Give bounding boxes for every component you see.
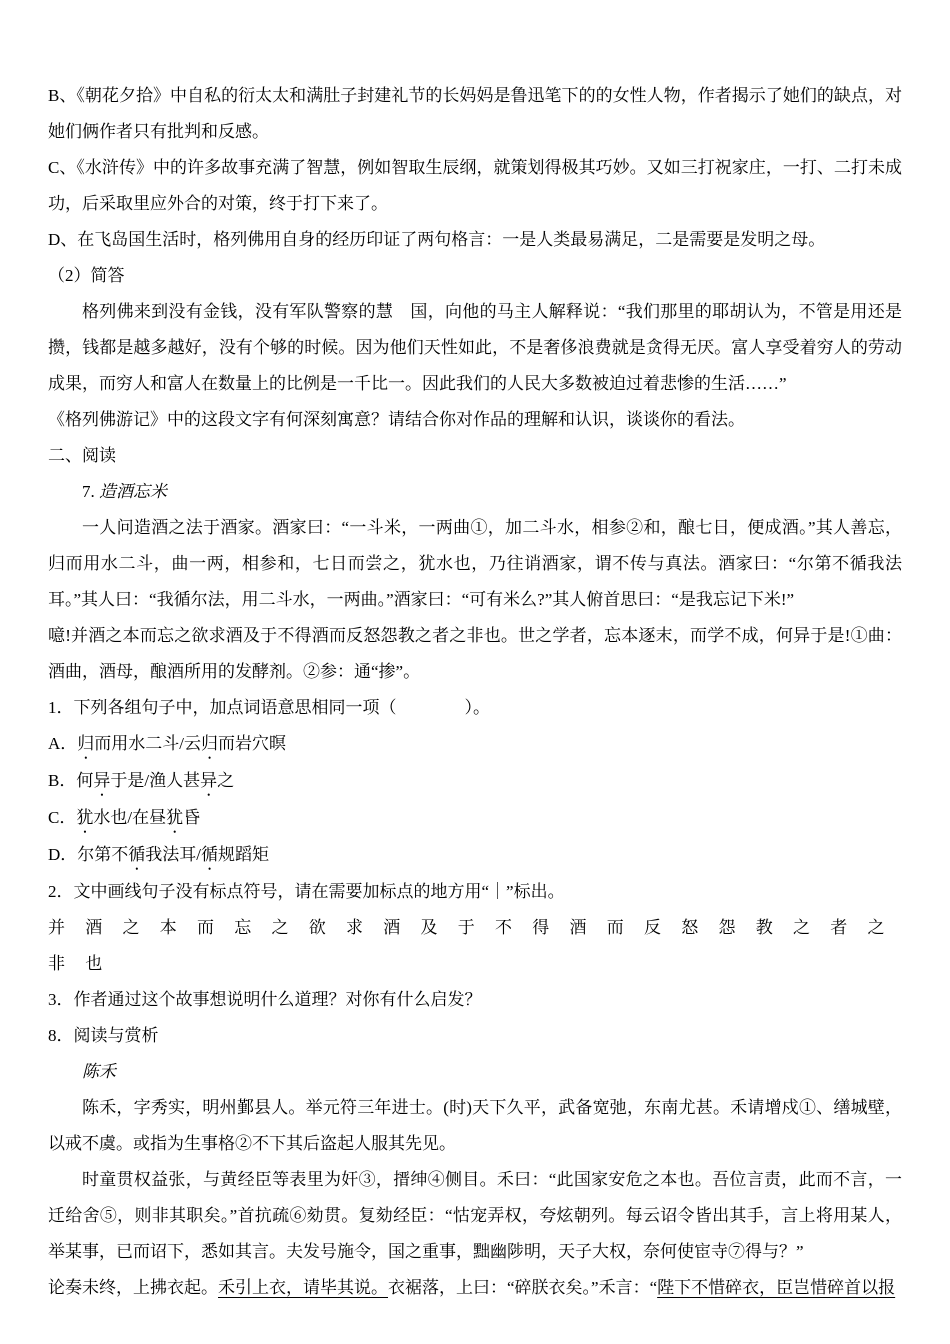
text-run: 格列佛来到没有金钱，没有军队警察的慧 国，向他的马主人解释说：“我们那里的耶胡认为，不管是用还是攒，钱都是越多越好，没有个够的时候。因为他们天性如此，不是奢侈浪费就是贪得无厌。富人享受着穷人的劳动成果，而穷人和富人在数量上的比例是一千比一。因此我们的人民大多数被迫过着悲惨的生活……” <box>48 302 902 393</box>
question-3 <box>48 982 902 1018</box>
text-run: 8．阅读与赏析 <box>48 1026 159 1045</box>
emphasized-char: 归 <box>201 734 219 753</box>
section-reading-heading <box>48 438 902 474</box>
text-run: C． <box>48 808 77 827</box>
text-run: 《格列佛游记》中的这段文字有何深刻寓意？请结合你对作品的理解和认识，谈谈你的看法。 <box>48 410 745 429</box>
question-1-option-d <box>48 837 902 874</box>
passage-8-para-2 <box>48 1162 902 1270</box>
text-run: 3．作者通过这个故事想说明什么道理？对你有什么启发？ <box>48 990 482 1009</box>
option-d <box>48 222 902 258</box>
text-run: 陈禾 <box>82 1062 116 1081</box>
passage-8-para-3 <box>48 1270 902 1306</box>
text-run: 陈禾，字秀实，明州鄞县人。举元符三年进士。(时)天下久平，武备宽弛，东南尤甚。禾请增戍①、缮城壁，以戒不虞。或指为生事格②不下其后盗起人服其先见。 <box>48 1098 902 1153</box>
text-run: 水也/在昼 <box>93 808 167 827</box>
gulliver-question <box>48 402 902 438</box>
punctuation-exercise <box>48 910 902 982</box>
text-run: 时童贯权益张，与黄经臣等表里为奸③，搢绅④侧目。禾曰：“此国家安危之本也。吾位言责，此而不言，一迁给舍⑤，则非其职矣。”首抗疏⑥劾贯。复劾经臣：“怙宠弄权，夸炫朝列。每云诏令皆出其手，言上将用某人，举某事，已而诏下，悉如其言。夫发号施令，国之重事，黜幽陟明，天子大权，奈何使宦寺⑦得与？” <box>48 1170 902 1261</box>
passage-8-title <box>48 1054 902 1090</box>
passage-8-para-1 <box>48 1090 902 1162</box>
text-run: C、《水浒传》中的许多故事充满了智慧，例如智取生辰纲，就策划得极其巧妙。又如三打祝家庄，一打、二打未成功，后采取里应外合的对策，终于打下来了。 <box>48 158 902 213</box>
document-body <box>48 78 902 1306</box>
text-run: 1．下列各组句子中，加点词语意思相同一项（ ）。 <box>48 698 490 717</box>
short-answer-heading <box>48 258 902 294</box>
text-run: 造酒忘米 <box>99 482 167 501</box>
text-run: （2）简答 <box>48 266 125 285</box>
question-1-option-b <box>48 763 902 800</box>
emphasized-char: 犹 <box>76 808 94 827</box>
question-8-heading <box>48 1018 902 1054</box>
emphasized-char: 归 <box>77 734 95 753</box>
text-run: 而岩穴暝 <box>218 734 287 753</box>
text-run: 论奏未终，上拂衣起。 <box>48 1278 218 1297</box>
passage-7-title <box>48 474 902 510</box>
text-run: 于是/渔人甚 <box>110 771 201 790</box>
text-run: 之 <box>217 771 235 790</box>
text-run: 规蹈矩 <box>218 845 270 864</box>
emphasized-char: 异 <box>200 771 218 790</box>
emphasized-char: 循 <box>201 845 219 864</box>
option-c <box>48 150 902 222</box>
text-run: 我法耳/ <box>145 845 202 864</box>
text-run: 昏 <box>183 808 201 827</box>
text-run: 衣裾落，上曰：“碎朕衣矣。”禾言：“ <box>388 1278 658 1297</box>
question-1-option-a <box>48 726 902 763</box>
passage-7-notes <box>48 618 902 690</box>
text-run: 二、阅读 <box>48 446 116 465</box>
text-run: A． <box>48 734 78 753</box>
text-run: 噫!并酒之本而忘之欲求酒及于不得酒而反怒怨教之者之非也。世之学者，忘本逐末，而学不成，何异于是!①曲：酒曲，酒母，酿酒所用的发酵剂。②参：通“掺”。 <box>48 626 902 681</box>
text-run: 而用水二斗/云 <box>94 734 202 753</box>
gulliver-passage <box>48 294 902 402</box>
emphasized-char: 犹 <box>166 808 184 827</box>
text-run: D、在飞岛国生活时，格列佛用自身的经历印证了两句格言：一是人类最易满足，二是需要是发明之母。 <box>48 230 826 249</box>
text-run: D．尔第不 <box>48 845 129 864</box>
question-1-option-c <box>48 800 902 837</box>
question-2 <box>48 874 902 910</box>
question-1 <box>48 690 902 726</box>
option-b <box>48 78 902 150</box>
emphasized-char: 异 <box>93 771 111 790</box>
emphasized-char: 循 <box>128 845 146 864</box>
text-run: 并 酒 之 本 而 忘 之 欲 求 酒 及 于 不 得 酒 而 反 怒 怨 教 之 者 之 非 也 <box>48 918 893 973</box>
passage-7-text <box>48 510 902 618</box>
text-run: 一人问造酒之法于酒家。酒家曰：“一斗米，一两曲①，加二斗水，相参②和，酿七日，便成酒。”其人善忘，归而用水二斗，曲一两，相参和，七日而尝之，犹水也，乃往诮酒家，谓不传与真法。酒家曰：“尔第不循我法耳。”其人曰：“我循尔法，用二斗水，一两曲。”酒家曰：“可有米么?”其人俯首思曰：“是我忘记下米!” <box>48 518 902 609</box>
text-run: B．何 <box>48 771 94 790</box>
underlined-text: 陛下不惜碎衣，臣岂惜碎首以报 <box>657 1278 896 1297</box>
text-run: B、《朝花夕拾》中自私的衍太太和满肚子封建礼节的长妈妈是鲁迅笔下的的女性人物，作者揭示了她们的缺点，对她们俩作者只有批判和反感。 <box>48 86 902 141</box>
text-run: 2．文中画线句子没有标点符号，请在需要加标点的地方用“｜”标出。 <box>48 882 565 901</box>
text-run: 7. <box>82 482 99 501</box>
underlined-text: 禾引上衣，请毕其说。 <box>218 1278 388 1297</box>
